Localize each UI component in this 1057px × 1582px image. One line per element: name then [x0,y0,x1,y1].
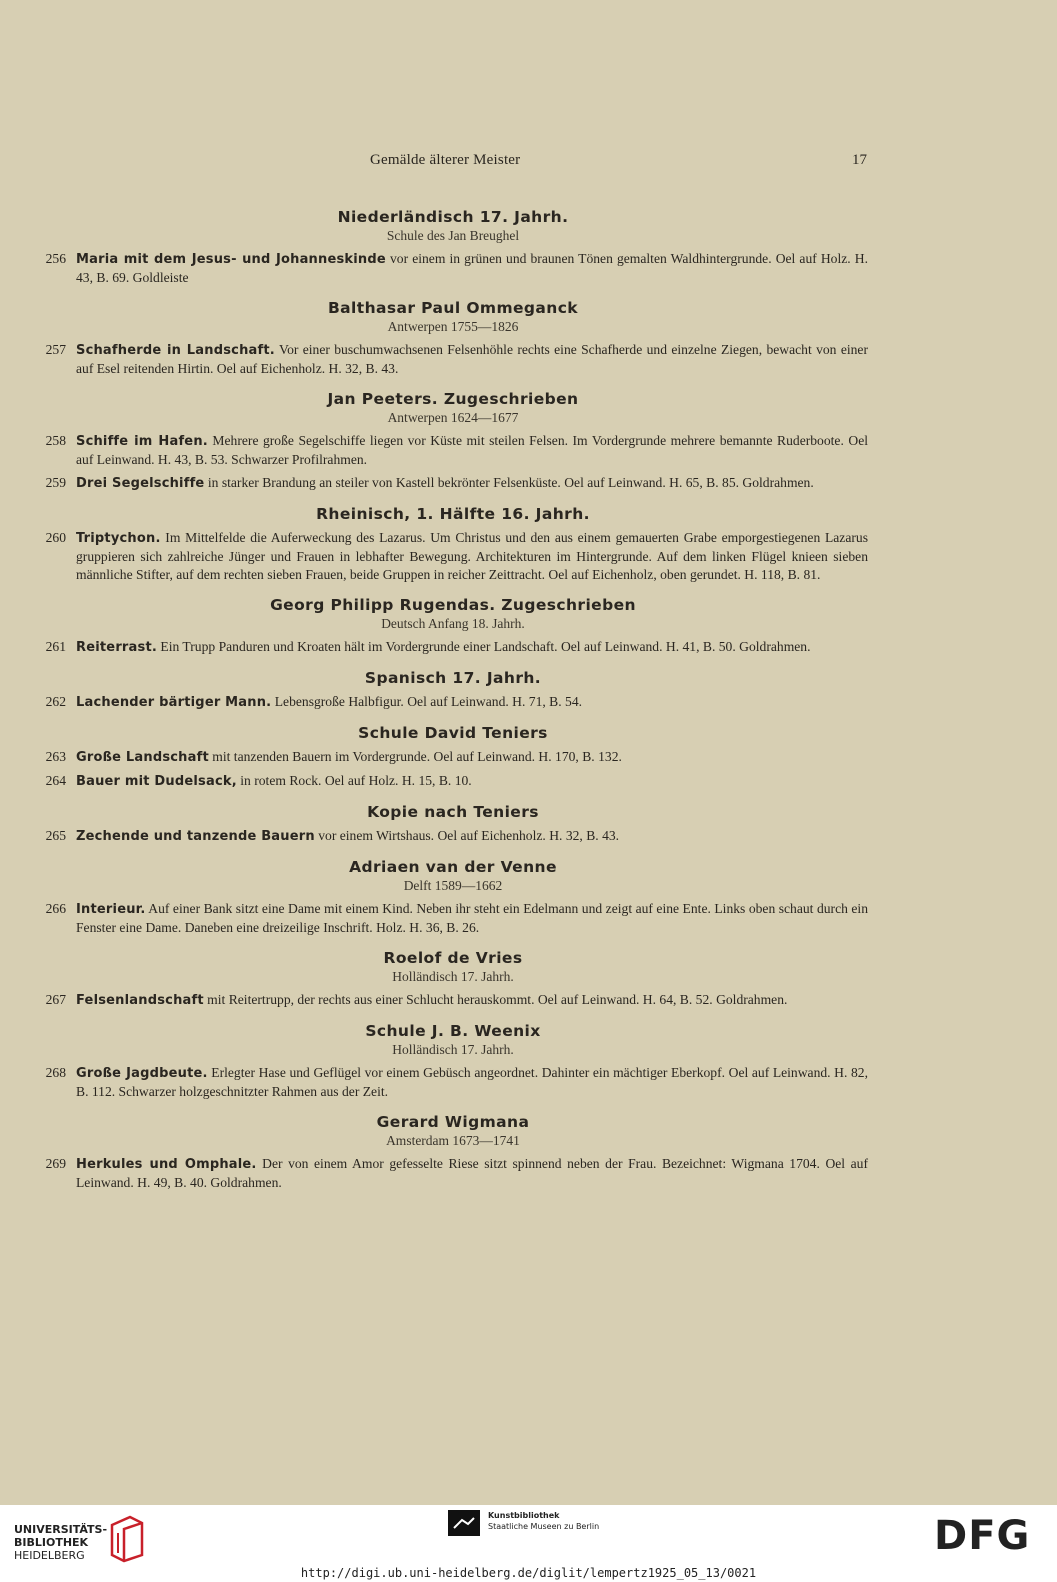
artist-origin: Schule des Jan Breughel [386,228,520,243]
catalog-section [38,668,868,712]
lot-number: 259 [45,475,66,490]
lot-description: mit Reitertrupp, der rechts aus einer Schlucht herauskommt. Oel auf Leinwand. H. 64, B. 52. Goldrahmen. [203,992,788,1007]
artist-heading: Schule David Teniers [358,724,548,742]
lot-description: vor einem in grünen und braunen Tönen gemalten Waldhintergrunde. Oel auf Holz. H. 43, B. 69. Goldleiste [76,251,868,285]
ub-logo-line2: BIBLIOTHEK [14,1536,89,1549]
catalog-section [38,207,868,287]
lot-title: Interieur. [76,902,146,917]
lot-description: Auf einer Bank sitzt eine Dame mit einem Kind. Neben ihr steht ein Edelmann und zeigt auf eine Ente. Links oben schaut durch ein Fenster eine Dame. Daneben eine dreizeilige Inschrift. Holz. H. 36, B. 26. [76,901,868,935]
ub-logo-line1: UNIVERSITÄTS- [14,1523,108,1536]
artist-heading: Niederländisch 17. Jahrh. [337,208,569,226]
ub-library-icon [108,1513,146,1563]
catalog-entry [38,432,868,469]
catalog-section [38,595,868,657]
lot-description: Im Mittelfelde die Auferweckung des Lazarus. Um Christus und den aus einem gemauerten Grabe emporgestiegenen Lazarus gruppieren sich zahlreiche Jünger und Frauen in lebhafter Bewegung. Architekturen im Hintergrunde. Auf dem linken Flügel knieen sieben männliche Stifter, auf dem rechten sieben Frauen, beide Gruppen in reicher Zeittracht. Oel auf Eichenholz, oben gerundet. H. 118, B. 81. [76,530,868,582]
lot-description: Erlegter Hase und Geflügel vor einem Gebüsch angeordnet. Dahinter ein mächtiger Eberkopf. Oel auf Leinwand. H. 82, B. 112. Schwarzer holzgeschnitzter Rahmen aus der Zeit. [76,1065,868,1099]
lot-title: Lachender bärtiger Mann. [76,695,272,710]
catalog-section [38,1021,868,1101]
lot-title: Drei Segelschiffe [76,476,205,491]
artist-heading: Jan Peeters. Zugeschrieben [327,390,579,408]
catalog-entry [38,827,868,846]
lot-title: Triptychon. [76,531,161,546]
lot-description: Vor einer buschumwachsenen Felsenhöhle rechts eine Schafherde und einzelne Ziegen, bewacht von einer auf Esel reitenden Hirtin. Oel auf Eichenholz. H. 32, B. 43. [76,342,868,376]
artist-heading: Spanisch 17. Jahrh. [364,669,542,687]
lot-description: in starker Brandung an steiler von Kastell bekrönter Felsenküste. Oel auf Leinwand. H. 65, B. 85. Goldrahmen. [204,475,814,490]
catalog-entry [38,250,868,287]
catalog-section [38,1112,868,1192]
lot-number: 267 [45,992,66,1007]
artist-origin: Delft 1589—1662 [403,878,503,893]
footer-bar [0,1505,1057,1582]
lot-description: Lebensgroße Halbfigur. Oel auf Leinwand. H. 71, B. 54. [271,694,583,709]
artist-heading: Georg Philipp Rugendas. Zugeschrieben [270,596,636,614]
lot-number: 261 [45,639,66,654]
kunstbibliothek-icon [448,1510,480,1536]
lot-description: vor einem Wirtshaus. Oel auf Eichenholz. H. 32, B. 43. [314,828,620,843]
artist-heading: Roelof de Vries [383,949,523,967]
lot-title: Maria mit dem Jesus- und Johanneskinde [76,252,386,267]
lot-title: Schiffe im Hafen. [76,434,208,449]
catalog-entry [38,991,868,1010]
lot-number: 264 [45,773,66,788]
artist-origin: Antwerpen 1624—1677 [387,410,519,425]
lot-number: 257 [45,342,66,357]
page-number: 17 [852,152,867,168]
artist-origin: Deutsch Anfang 18. Jahrh. [381,616,525,631]
catalog-entry [38,341,868,378]
catalog-section [38,948,868,1010]
kb-line1: Kunstbibliothek [488,1511,560,1520]
lot-title: Felsenlandschaft [76,993,204,1008]
artist-origin: Antwerpen 1755—1826 [387,319,519,334]
kunstbibliothek-text[interactable] [488,1510,599,1532]
running-title: Gemälde älterer Meister [370,152,521,168]
catalog-section [38,504,868,584]
catalog-entry [38,638,868,657]
artist-origin: Holländisch 17. Jahrh. [392,969,514,984]
artist-heading: Adriaen van der Venne [349,858,557,876]
artist-heading: Rheinisch, 1. Hälfte 16. Jahrh. [316,505,590,523]
catalog-section [38,389,868,493]
lot-number: 260 [45,530,66,545]
artist-origin: Amsterdam 1673—1741 [386,1133,520,1148]
lot-number: 258 [45,433,66,448]
catalog-entry [38,1155,868,1192]
catalog-entry [38,474,868,493]
catalog-section [38,723,868,791]
artist-heading: Schule J. B. Weenix [365,1022,541,1040]
catalog-entry [38,900,868,937]
lot-number: 262 [45,694,66,709]
lot-number: 269 [45,1156,66,1171]
lot-title: Zechende und tanzende Bauern [76,829,315,844]
document-url[interactable]: http://digi.ub.uni-heidelberg.de/diglit/lempertz1925_05_13/0021 [300,1566,757,1580]
lot-description: mit tanzenden Bauern im Vordergrunde. Oel auf Leinwand. H. 170, B. 132. [208,749,622,764]
lot-title: Schafherde in Landschaft. [76,343,275,358]
lot-title: Große Jagdbeute. [76,1066,208,1081]
catalog-section [38,857,868,937]
artist-heading: Balthasar Paul Ommeganck [327,299,579,317]
catalog-entry [38,529,868,584]
catalog-entry [38,772,868,791]
artist-origin: Holländisch 17. Jahrh. [392,1042,514,1057]
artist-heading: Gerard Wigmana [376,1113,530,1131]
lot-title: Herkules und Omphale. [76,1157,257,1172]
ub-logo-line3: HEIDELBERG [14,1549,85,1562]
lot-description: Der von einem Amor gefesselte Riese sitzt spinnend neben der Frau. Bezeichnet: Wigmana 1704. Oel auf Leinwand. H. 49, B. 40. Goldrahmen. [76,1156,868,1190]
lot-description: in rotem Rock. Oel auf Holz. H. 15, B. 10. [236,773,472,788]
lot-number: 256 [45,251,66,266]
catalog-entry [38,1064,868,1101]
catalog-section [38,802,868,846]
catalog-entry [38,693,868,712]
lot-number: 263 [45,749,66,764]
catalog-entry [38,748,868,767]
running-header [0,152,1057,172]
lot-description: Ein Trupp Panduren und Kroaten hält im Vordergrunde einer Landschaft. Oel auf Leinwand. H. 41, B. 50. Goldrahmen. [157,639,811,654]
lot-title: Reiterrast. [76,640,157,655]
kb-line2: Staatliche Museen zu Berlin [488,1522,600,1531]
dfg-logo[interactable]: DFG [934,1513,1031,1559]
lot-title: Große Landschaft [76,750,209,765]
ub-heidelberg-logo[interactable] [14,1523,107,1562]
catalog-section [38,298,868,378]
lot-title: Bauer mit Dudelsack, [76,774,237,789]
lot-number: 266 [45,901,66,916]
catalog-content [38,196,868,1192]
artist-heading: Kopie nach Teniers [367,803,539,821]
lot-number: 265 [45,828,66,843]
lot-description: Mehrere große Segelschiffe liegen vor Küste mit steilen Felsen. Im Vordergrunde mehrere bemannte Ruderboote. Oel auf Leinwand. H. 43, B. 53. Schwarzer Profilrahmen. [76,433,869,467]
lot-number: 268 [45,1065,66,1080]
